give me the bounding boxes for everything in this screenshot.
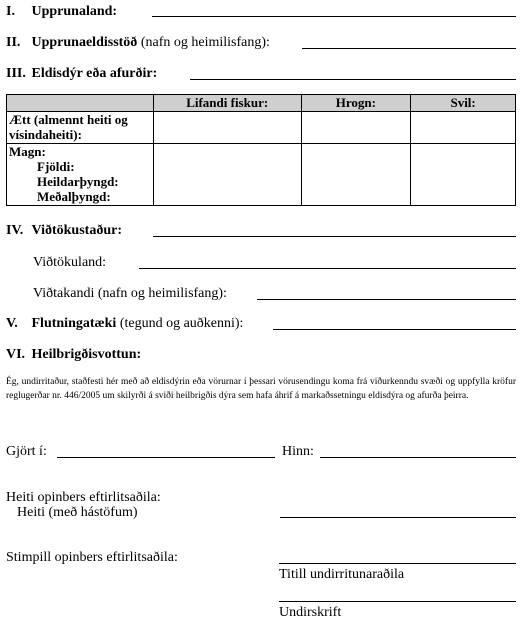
signature-label: Undirskrift <box>279 605 342 620</box>
section-label-note: (nafn og heimilisfang): <box>137 35 270 50</box>
section-label: Eldisdýr eða afurðir: <box>31 66 158 81</box>
destination-country-label: Viðtökuland: <box>33 255 107 270</box>
product-table <box>6 94 516 206</box>
species-label-line1: Ætt (almennt heiti og <box>9 112 128 127</box>
quantity-count-label: Fjöldi: <box>37 159 75 174</box>
section-destination <box>6 223 122 239</box>
table-header-live-fish: Lifandi fiskur: <box>153 95 301 112</box>
recipient-field[interactable] <box>257 299 516 300</box>
official-name-label: Heiti opinbers eftirlitsaðila: <box>6 490 161 505</box>
section-label: Upprunaland: <box>31 4 118 19</box>
section-label-note: (tegund og auðkenni): <box>116 316 244 331</box>
signer-title-field[interactable] <box>279 563 516 564</box>
table-row-species <box>7 112 516 144</box>
section-label: Flutningatæki <box>31 316 117 331</box>
done-at-field[interactable] <box>57 457 275 458</box>
stamp-label: Stimpill opinbers eftirlitsaðila: <box>6 550 178 565</box>
section-number: VI. <box>6 347 26 362</box>
table-header-roe: Hrogn: <box>301 95 411 112</box>
section-label: Viðtökustaður: <box>31 223 122 238</box>
species-label <box>7 112 154 144</box>
section-number: V. <box>6 316 18 331</box>
recipient-label: Viðtakandi (nafn og heimilisfang): <box>33 286 227 301</box>
done-at-label: Gjört í: <box>6 444 47 459</box>
species-label-line2: vísindaheiti): <box>9 127 82 142</box>
quantity-label <box>7 144 154 206</box>
official-name-caps-label: Heiti (með hástöfum) <box>17 505 138 520</box>
species-roe-cell[interactable] <box>301 112 411 144</box>
section-number: I. <box>6 4 15 19</box>
table-header-milt: Svil: <box>411 95 516 112</box>
origin-country-field[interactable] <box>152 16 516 17</box>
table-header-row <box>7 95 516 112</box>
origin-farm-field[interactable] <box>302 48 516 49</box>
quantity-label-title: Magn: <box>9 144 46 159</box>
section-number: III. <box>6 66 26 81</box>
section-label: Heilbrigðisvottun: <box>31 347 142 362</box>
quantity-milt-cell[interactable] <box>411 144 516 206</box>
section-health-certification <box>6 347 141 363</box>
species-milt-cell[interactable] <box>411 112 516 144</box>
quantity-total-weight-label: Heildarþyngd: <box>37 174 119 189</box>
date-label: Hinn: <box>282 444 314 459</box>
section-number: II. <box>6 35 21 50</box>
section-number: IV. <box>6 223 24 238</box>
section-label: Upprunaeldisstöð <box>31 35 138 50</box>
signer-title-label: Titill undirritunaraðila <box>279 567 405 582</box>
quantity-live-fish-cell[interactable] <box>153 144 301 206</box>
quantity-roe-cell[interactable] <box>301 144 411 206</box>
section-origin-country <box>6 4 117 20</box>
transport-field[interactable] <box>273 329 516 330</box>
section-origin-farm <box>6 35 270 51</box>
date-field[interactable] <box>320 457 516 458</box>
declaration-text: Ég, undirritaður, staðfesti hér með að eldisdýrin eða vörurnar í þessari vörusendingu koma frá viðurkenndu svæði og uppfylla kröfur reglugerðar nr. 446/2005 um skilyrði á sviði heilbrigðis dýra sem hafa áhrif á markaðssetningu eldisdýra og afurða þeirra. <box>6 377 516 401</box>
section-transport <box>6 316 243 332</box>
table-header-empty <box>7 95 154 112</box>
destination-country-field[interactable] <box>139 268 516 269</box>
species-live-fish-cell[interactable] <box>153 112 301 144</box>
section-animals-products <box>6 66 157 82</box>
official-name-field[interactable] <box>280 517 516 518</box>
table-row-quantity <box>7 144 516 206</box>
destination-field[interactable] <box>153 236 516 237</box>
animals-products-field[interactable] <box>190 79 516 80</box>
quantity-avg-weight-label: Meðalþyngd: <box>37 189 111 204</box>
signature-field[interactable] <box>279 601 516 602</box>
